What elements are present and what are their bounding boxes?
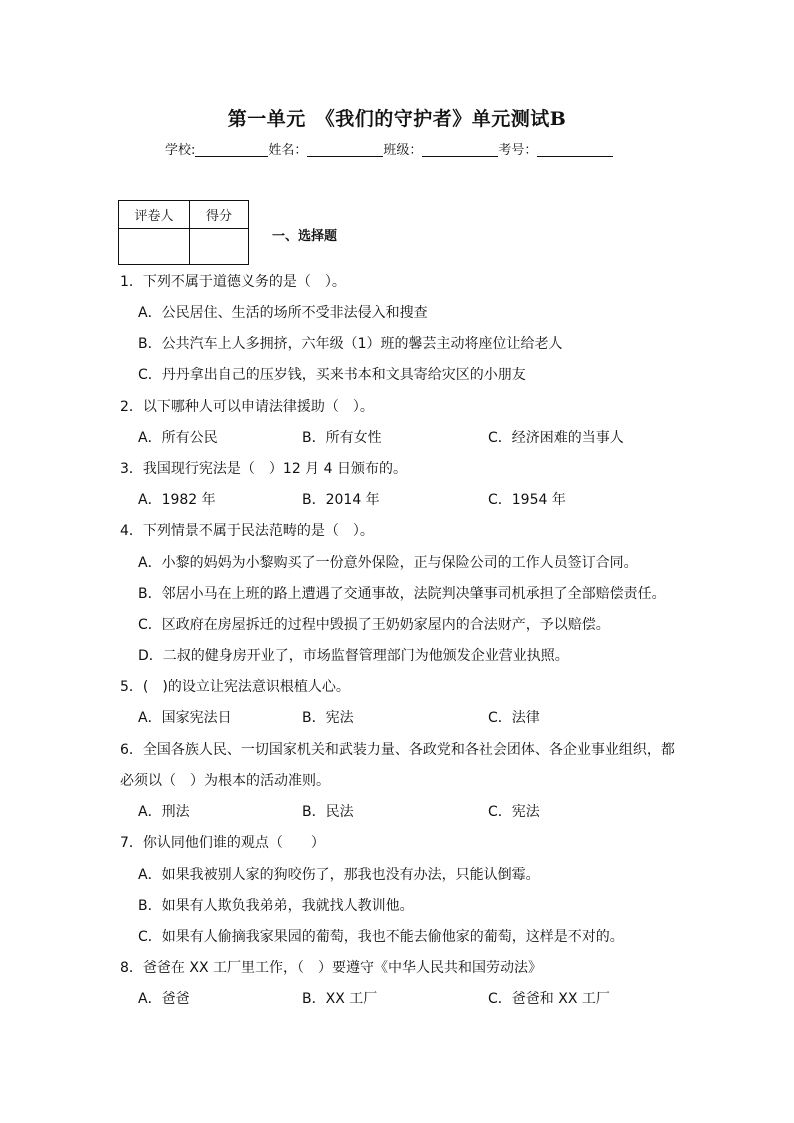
- question-option[interactable]: C．爸爸和 XX 工厂: [488, 991, 610, 1007]
- question-option[interactable]: C．丹丹拿出自己的压岁钱，买来书本和文具寄给灾区的小朋友: [138, 367, 526, 383]
- student-info-line: [165, 139, 613, 158]
- question-option[interactable]: A．公民居住、生活的场所不受非法侵入和搜查: [138, 305, 428, 321]
- exam-no-label: 考号：: [498, 143, 538, 158]
- question-option[interactable]: A．爸爸: [138, 991, 190, 1007]
- question-stem: 6．全国各族人民、一切国家机关和武装力量、各政党和各社会团体、各企业事业组织，都: [120, 742, 675, 758]
- question-option[interactable]: C．经济困难的当事人: [488, 430, 624, 446]
- question-option[interactable]: B．2014 年: [302, 492, 380, 508]
- class-blank[interactable]: [422, 142, 498, 157]
- question-stem: 7．你认同他们谁的观点（ ）: [120, 835, 325, 851]
- class-label: 班级：: [383, 143, 423, 158]
- grader-cell[interactable]: [119, 229, 190, 265]
- name-label: 姓名：: [268, 143, 308, 158]
- question-option[interactable]: A．小黎的妈妈为小黎购买了一份意外保险，正与保险公司的工作人员签订合同。: [138, 555, 638, 571]
- question-stem: 8．爸爸在 XX 工厂里工作，（ ）要遵守《中华人民共和国劳动法》: [120, 960, 542, 976]
- question-option[interactable]: C．1954 年: [488, 492, 566, 508]
- question-stem: 4．下列情景不属于民法范畴的是（ ）。: [120, 523, 374, 539]
- question-option[interactable]: C．宪法: [488, 804, 540, 820]
- page-title: 第一单元 《我们的守护者》单元测试B: [227, 108, 567, 130]
- question-stem: 3．我国现行宪法是（ ）12 月 4 日颁布的。: [120, 461, 407, 477]
- exam-no-blank[interactable]: [537, 142, 613, 157]
- section-title: 一、选择题: [272, 229, 338, 244]
- question-option[interactable]: A．1982 年: [138, 492, 216, 508]
- question-option[interactable]: B．民法: [302, 804, 354, 820]
- score-header: 得分: [190, 201, 249, 229]
- question-stem: 2．以下哪种人可以申请法律援助（ ）。: [120, 399, 374, 415]
- question-option[interactable]: B．所有女性: [302, 430, 382, 446]
- question-option[interactable]: C．区政府在房屋拆迁的过程中毁损了王奶奶家屋内的合法财产，予以赔偿。: [138, 617, 610, 633]
- name-blank[interactable]: [307, 142, 383, 157]
- question-option[interactable]: B．公共汽车上人多拥挤，六年级（1）班的馨芸主动将座位让给老人: [138, 336, 563, 352]
- question-stem: 5．( )的设立让宪法意识根植人心。: [120, 679, 350, 695]
- question-option[interactable]: B．宪法: [302, 710, 354, 726]
- score-table: [118, 200, 249, 265]
- question-stem-continued: 必须以（ ）为根本的活动准则。: [120, 773, 330, 789]
- school-blank[interactable]: [195, 142, 268, 157]
- question-option[interactable]: A．国家宪法日: [138, 710, 232, 726]
- question-option[interactable]: A．如果我被别人家的狗咬伤了，那我也没有办法，只能认倒霉。: [138, 867, 540, 883]
- question-stem: 1．下列不属于道德义务的是（ ）。: [120, 274, 346, 290]
- question-option[interactable]: B．XX 工厂: [302, 991, 378, 1007]
- question-option[interactable]: B．邻居小马在上班的路上遭遇了交通事故，法院判决肇事司机承担了全部赔偿责任。: [138, 586, 666, 602]
- grader-header: 评卷人: [119, 201, 190, 229]
- question-option[interactable]: C．如果有人偷摘我家果园的葡萄，我也不能去偷他家的葡萄，这样是不对的。: [138, 929, 624, 945]
- question-option[interactable]: A．所有公民: [138, 430, 218, 446]
- question-option[interactable]: A．刑法: [138, 804, 190, 820]
- question-option[interactable]: D．二叔的健身房开业了，市场监督管理部门为他颁发企业营业执照。: [138, 648, 569, 664]
- school-label: 学校:: [165, 143, 196, 158]
- question-option[interactable]: B．如果有人欺负我弟弟，我就找人教训他。: [138, 898, 414, 914]
- score-cell[interactable]: [190, 229, 249, 265]
- question-option[interactable]: C．法律: [488, 710, 540, 726]
